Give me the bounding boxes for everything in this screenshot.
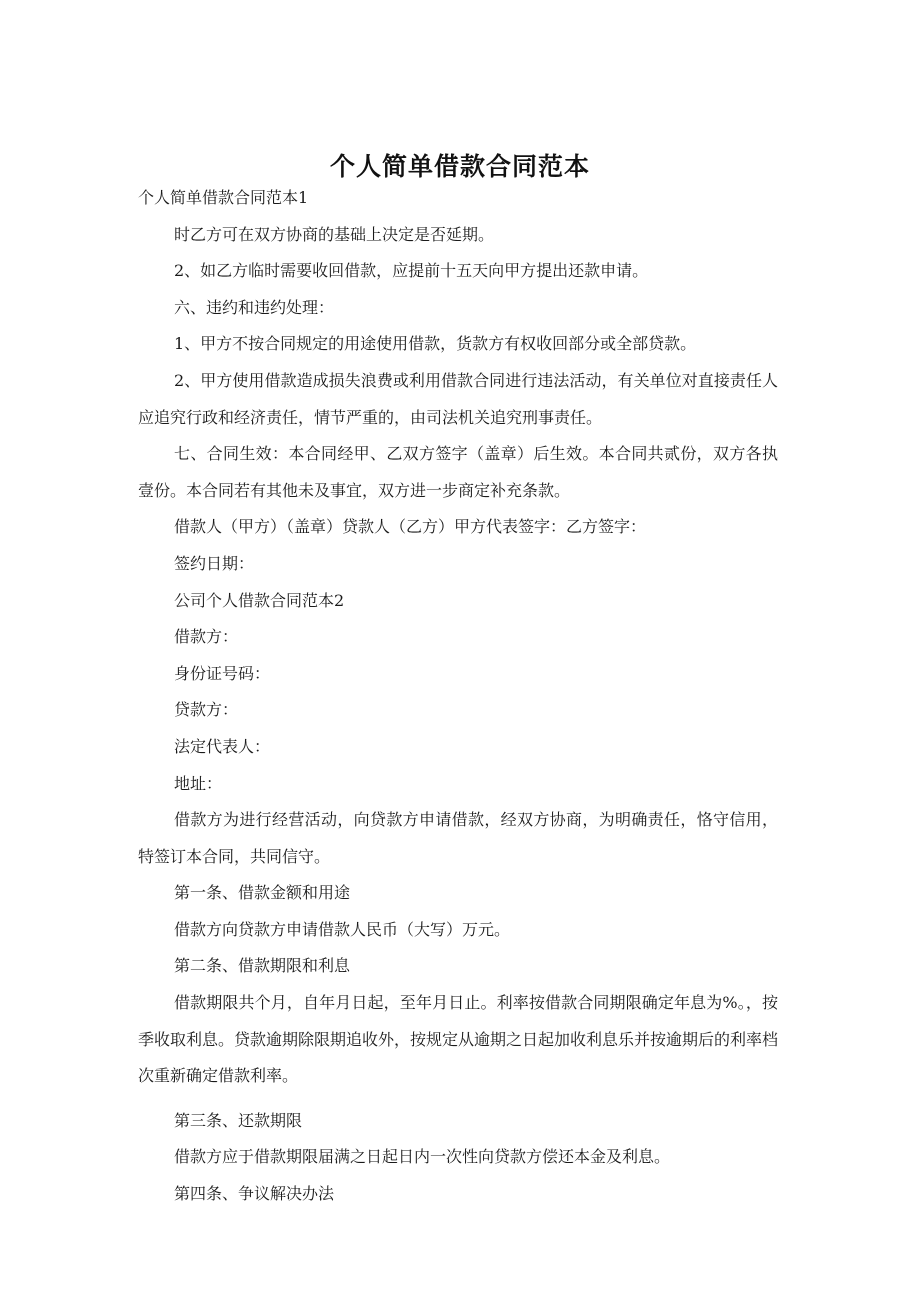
paragraph: 法定代表人： <box>174 736 271 756</box>
paragraph: 第二条、借款期限和利息 <box>174 956 351 976</box>
paragraph: 七、合同生效：本合同经甲、乙双方签字（盖章）后生效。本合同共贰份，双方各执壹份。本合同若有其他未及事宜，双方进一步商定补充条款。 <box>138 444 778 500</box>
paragraph: 借款方向贷款方申请借款人民币（大写）万元。 <box>174 919 511 939</box>
paragraph: 2、如乙方临时需要收回借款，应提前十五天向甲方提出还款申请。 <box>174 261 649 281</box>
paragraph: 个人简单借款合同范本1 <box>138 188 309 207</box>
paragraph: 贷款方： <box>174 700 239 720</box>
paragraph: 身份证号码： <box>174 663 271 683</box>
document-title: 个人简单借款合同范本 <box>329 151 590 181</box>
paragraph: 六、违约和违约处理： <box>174 297 335 317</box>
paragraph: 借款方： <box>174 627 239 647</box>
paragraph: 时乙方可在双方协商的基础上决定是否延期。 <box>174 224 495 244</box>
paragraph: 1、甲方不按合同规定的用途使用借款，货款方有权收回部分或全部贷款。 <box>174 334 697 354</box>
paragraph: 公司个人借款合同范本2 <box>174 590 345 610</box>
paragraph: 签约日期： <box>174 553 255 573</box>
paragraph: 借款人（甲方）（盖章）贷款人（乙方）甲方代表签字：乙方签字： <box>174 517 647 537</box>
paragraph: 第三条、还款期限 <box>174 1110 303 1130</box>
paragraph: 借款方为进行经营活动，向贷款方申请借款，经双方协商，为明确责任，恪守信用，特签订本合同，共同信守。 <box>138 810 778 866</box>
paragraph: 借款期限共个月，自年月日起，至年月日止。利率按借款合同期限确定年息为%。，按季收取利息。贷款逾期除限期追收外，按规定从逾期之日起加收利息乐并按逾期后的利率档次重新确定借款利率。 <box>138 993 779 1086</box>
paragraph: 2、甲方使用借款造成损失浪费或利用借款合同进行违法活动，有关单位对直接责任人应追究行政和经济责任，情节严重的，由司法机关追究刑事责任。 <box>138 370 778 427</box>
paragraph: 第一条、借款金额和用途 <box>174 883 351 903</box>
paragraph: 地址： <box>174 773 223 793</box>
paragraph: 第四条、争议解决办法 <box>174 1184 335 1204</box>
document-body <box>138 180 778 1213</box>
paragraph: 借款方应于借款期限届满之日起日内一次性向贷款方偿还本金及利息。 <box>174 1147 671 1167</box>
